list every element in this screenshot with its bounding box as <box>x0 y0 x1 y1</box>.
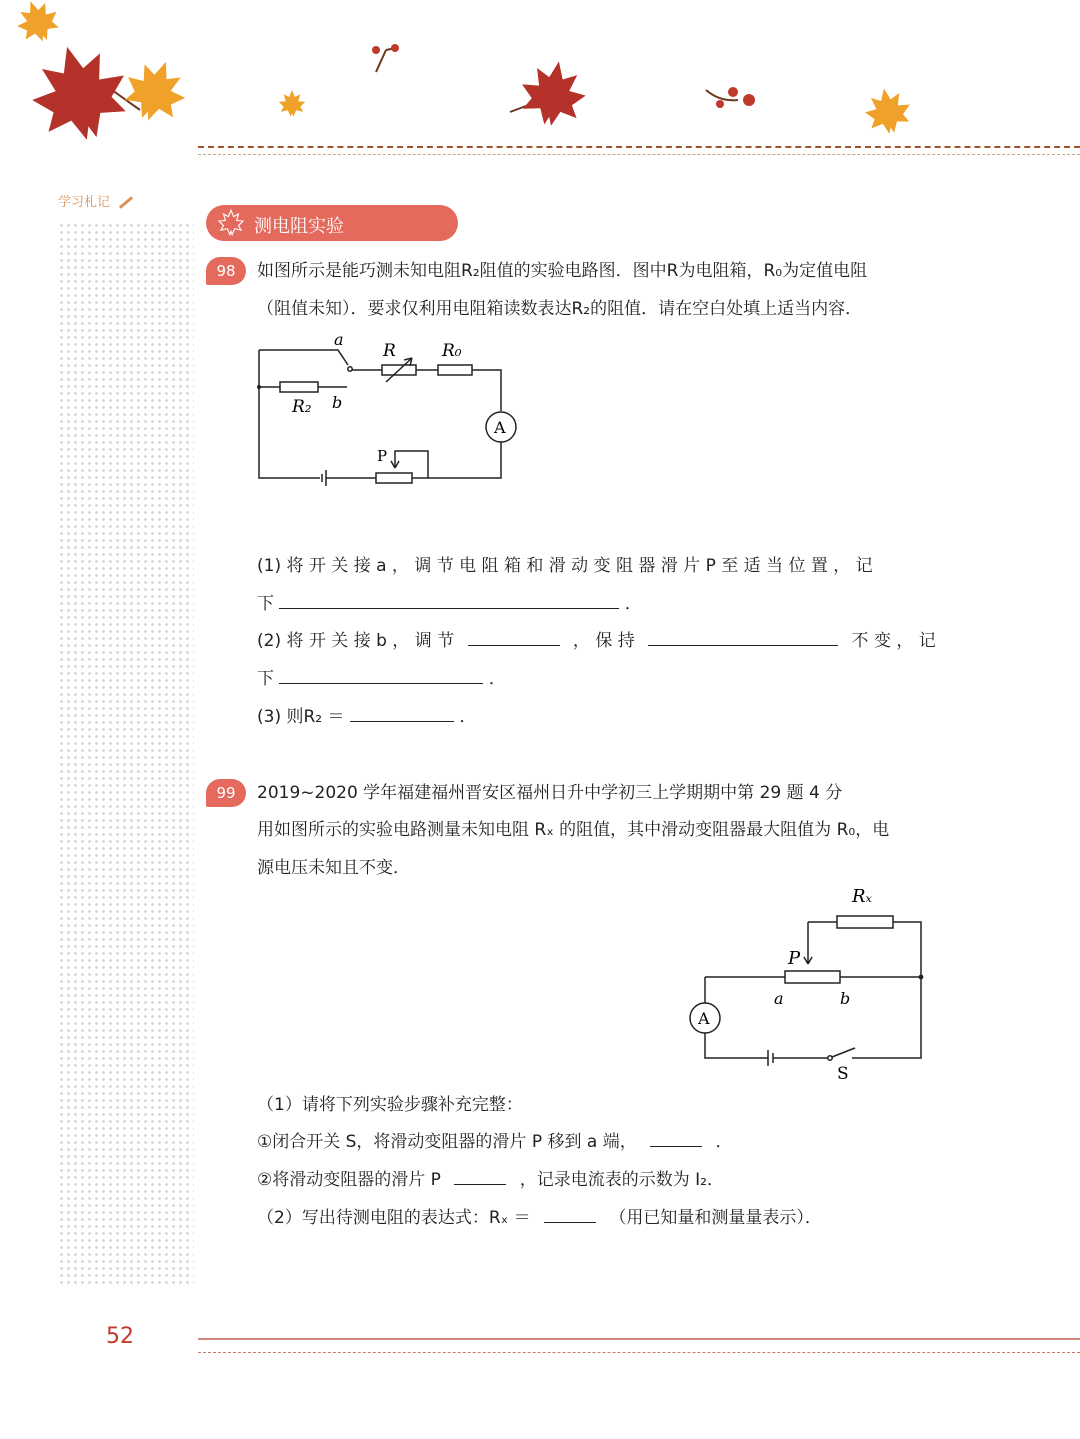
header-dashed-line-thin <box>198 154 1080 155</box>
q98-part2-line2: 下 ． <box>257 669 506 689</box>
q99-part1-title: （1）请将下列实验步骤补充完整： <box>257 1095 523 1115</box>
q98-label-R: R <box>383 341 396 361</box>
section-title: 测电阻实验 <box>254 216 344 237</box>
pencil-icon <box>119 196 133 209</box>
q98-part2-line1: (2) 将 开 关 接 b ， 调 节 ， 保 持 不 变 ， 记 <box>257 631 936 651</box>
q99-step2: ②将滑动变阻器的滑片 P ，记录电流表的示数为 I₂． <box>257 1170 724 1190</box>
maple-leaf-decoration <box>0 0 1080 160</box>
q99-circuit-diagram <box>680 880 940 1085</box>
answer-blank[interactable] <box>650 1130 702 1147</box>
footer-line <box>198 1338 1080 1340</box>
q99-stem-line2: 源电压未知且不变． <box>257 858 410 878</box>
answer-blank[interactable] <box>648 629 838 646</box>
leaf-icon <box>216 208 246 238</box>
q99-step1: ①闭合开关 S，将滑动变阻器的滑片 P 移到 a 端， ． <box>257 1132 733 1152</box>
q99-label-a: a <box>774 989 784 1008</box>
question-number-badge: 98 <box>206 257 246 285</box>
q99-label-P: P <box>788 948 801 969</box>
q99-part2: （2）写出待测电阻的表达式：Rₓ ＝ （用已知量和测量量表示）． <box>257 1208 822 1228</box>
q98-label-P: P <box>377 447 388 465</box>
question-number-badge: 99 <box>206 779 246 807</box>
q98-circuit-diagram <box>250 330 520 495</box>
q99-stem-line1: 用如图所示的实验电路测量未知电阻 Rₓ 的阻值，其中滑动变阻器最大阻值为 R₀，电 <box>257 820 890 840</box>
q98-label-R2: R₂ <box>292 397 312 417</box>
q99-label-Rx: Rₓ <box>852 886 872 907</box>
q99-label-S: S <box>837 1064 849 1084</box>
answer-blank[interactable] <box>468 629 560 646</box>
q99-label-b: b <box>840 989 851 1008</box>
answer-blank[interactable] <box>544 1206 596 1223</box>
q99-source: 2019~2020 学年福建福州晋安区福州日升中学初三上学期期中第 29 题 4 分 <box>257 783 843 803</box>
q98-label-b: b <box>332 393 343 412</box>
answer-blank[interactable] <box>279 667 483 684</box>
q98-label-R0: R₀ <box>442 341 462 361</box>
answer-blank[interactable] <box>350 705 454 722</box>
footer-dashed-line <box>198 1352 1080 1353</box>
q98-ammeter-label: A <box>494 418 506 437</box>
q98-label-a: a <box>334 330 344 349</box>
q98-stem-line2: （阻值未知）．要求仅利用电阻箱读数表达R₂的阻值．请在空白处填上适当内容． <box>257 299 863 319</box>
q99-ammeter-label: A <box>698 1009 710 1028</box>
q98-stem-line1: 如图所示是能巧测未知电阻R₂阻值的实验电路图．图中R为电阻箱，R₀为定值电阻 <box>257 261 868 281</box>
answer-blank[interactable] <box>454 1168 506 1185</box>
header-dashed-line <box>198 146 1080 148</box>
q98-part1-line1: (1) 将 开 关 接 a ， 调 节 电 阻 箱 和 滑 动 变 阻 器 滑 片 P 至 适 当 位 置 ， 记 <box>257 556 873 576</box>
q98-part3: (3) 则R₂ ＝ ． <box>257 707 477 727</box>
q98-part1-line2: 下 ． <box>257 594 642 614</box>
notes-dot-grid <box>58 222 194 1288</box>
page-number: 52 <box>106 1324 134 1349</box>
notes-label: 学习札记 <box>58 191 134 210</box>
answer-blank[interactable] <box>279 592 619 609</box>
